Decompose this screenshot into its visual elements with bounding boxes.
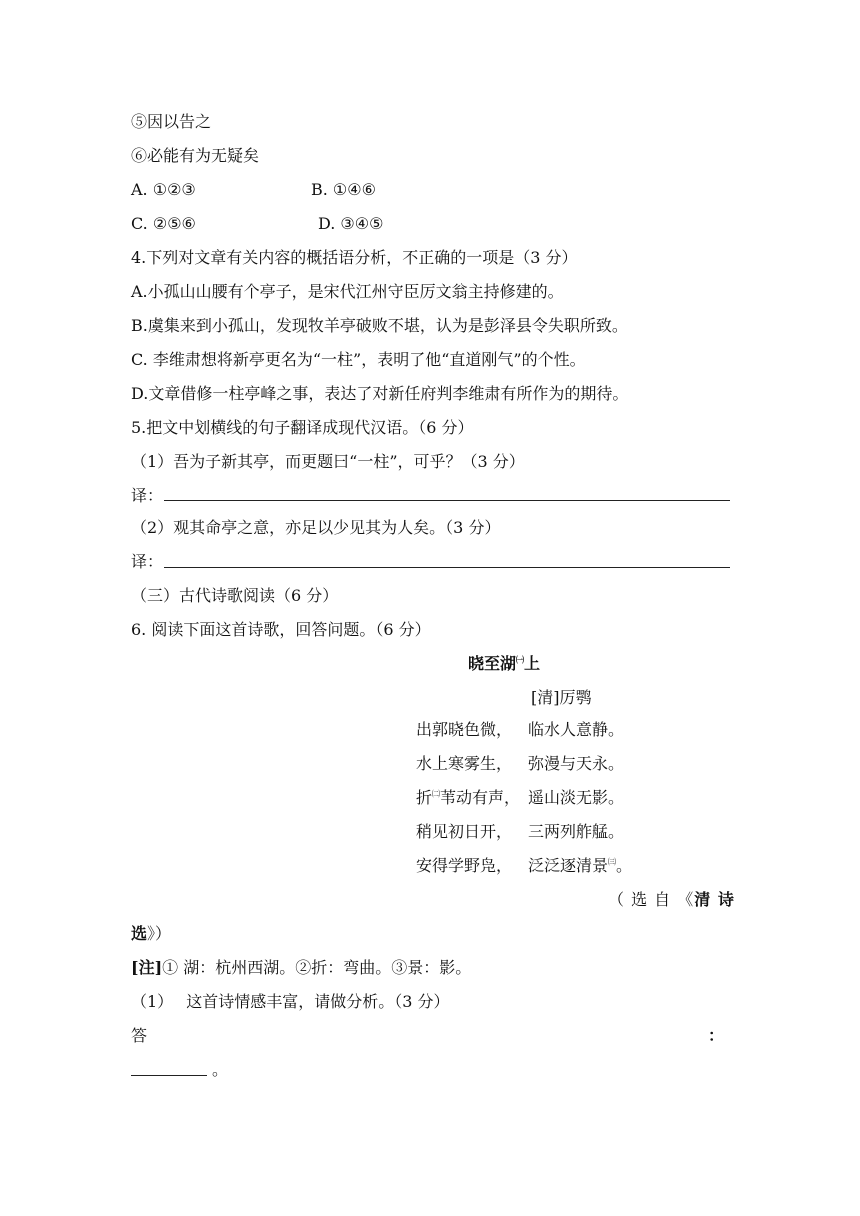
poem-line-4: 稍见初日开， 三两列舴艋。	[416, 822, 625, 841]
choice-row-ab	[131, 180, 376, 200]
footnote-marker-3: ㈢	[608, 857, 617, 867]
poem-line-2: 水上寒雾生， 弥漫与天永。	[416, 754, 625, 773]
question-6-stem: 6. 阅读下面这首诗歌，回答问题。（6 分）	[131, 620, 431, 639]
choice-a: A. ①②③	[131, 180, 196, 199]
choice-d: D. ③④⑤	[318, 214, 384, 233]
answer-label: 答	[131, 1026, 148, 1045]
choice-b: B. ①④⑥	[311, 180, 376, 199]
question-6-sub-1: （1） 这首诗情感丰富，请做分析。（3 分）	[131, 992, 450, 1011]
footnote-marker-1: ㈠	[516, 654, 525, 665]
translation-2-label: 译：	[131, 552, 164, 571]
question-4-option-d: D.文章借修一柱亭峰之事，表达了对新任府判李维肃有所作为的期待。	[131, 384, 629, 403]
poem-author: [清]厉鹗	[531, 688, 592, 707]
poem-title: 晓至湖$^㈠$上	[468, 654, 541, 673]
question-4-option-b: B.虞集来到小孤山，发现牧羊亭破败不堪，认为是彭泽县令失职所致。	[131, 316, 628, 335]
poem-line-3: 折$^㈡$苇动有声， 遥山淡无影。	[416, 788, 625, 807]
translation-1-answer-line[interactable]	[164, 500, 730, 501]
translation-1-label: 译：	[131, 486, 164, 505]
poem-source: （ 选 自 《清 诗	[608, 890, 735, 909]
poem-line-1: 出郭晓色微， 临水人意静。	[416, 720, 625, 739]
poem-source-continued: 选》）	[131, 924, 172, 943]
question-4-option-a: A.小孤山山腰有个亭子，是宋代江州守臣厉文翁主持修建的。	[131, 282, 564, 301]
answer-end-mark: 。	[212, 1060, 229, 1079]
question-5-stem: 5.把文中划横线的句子翻译成现代汉语。（6 分）	[131, 418, 474, 437]
choice-row-cd	[131, 214, 384, 234]
translation-2-answer-line[interactable]	[164, 567, 730, 568]
option-item-5: ⑤因以告之	[131, 112, 212, 131]
poem-notes: [注]① 湖：杭州西湖。②折：弯曲。③景：影。	[131, 958, 472, 977]
question-5-sentence-1: （1）吾为子新其亭，而更题曰“一柱”，可乎？（3 分）	[131, 452, 525, 471]
question-5-sentence-2: （2）观其命亭之意，亦足以少见其为人矣。（3 分）	[131, 518, 501, 537]
answer-colon: ：	[708, 1026, 725, 1045]
question-4-stem: 4.下列对文章有关内容的概括语分析，不正确的一项是（3 分）	[131, 248, 578, 267]
choice-c: C. ②⑤⑥	[131, 214, 196, 233]
poem-line-5: 安得学野凫， 泛泛逐清景$^㈢$。	[416, 856, 633, 875]
answer-blank-line[interactable]	[131, 1075, 207, 1076]
footnote-marker-2: ㈡	[432, 789, 441, 799]
section-heading: （三）古代诗歌阅读（6 分）	[131, 586, 339, 605]
question-4-option-c: C. 李维肃想将新亭更名为“一柱”，表明了他“直道刚气”的个性。	[131, 350, 586, 369]
option-item-6: ⑥必能有为无疑矣	[131, 146, 260, 165]
